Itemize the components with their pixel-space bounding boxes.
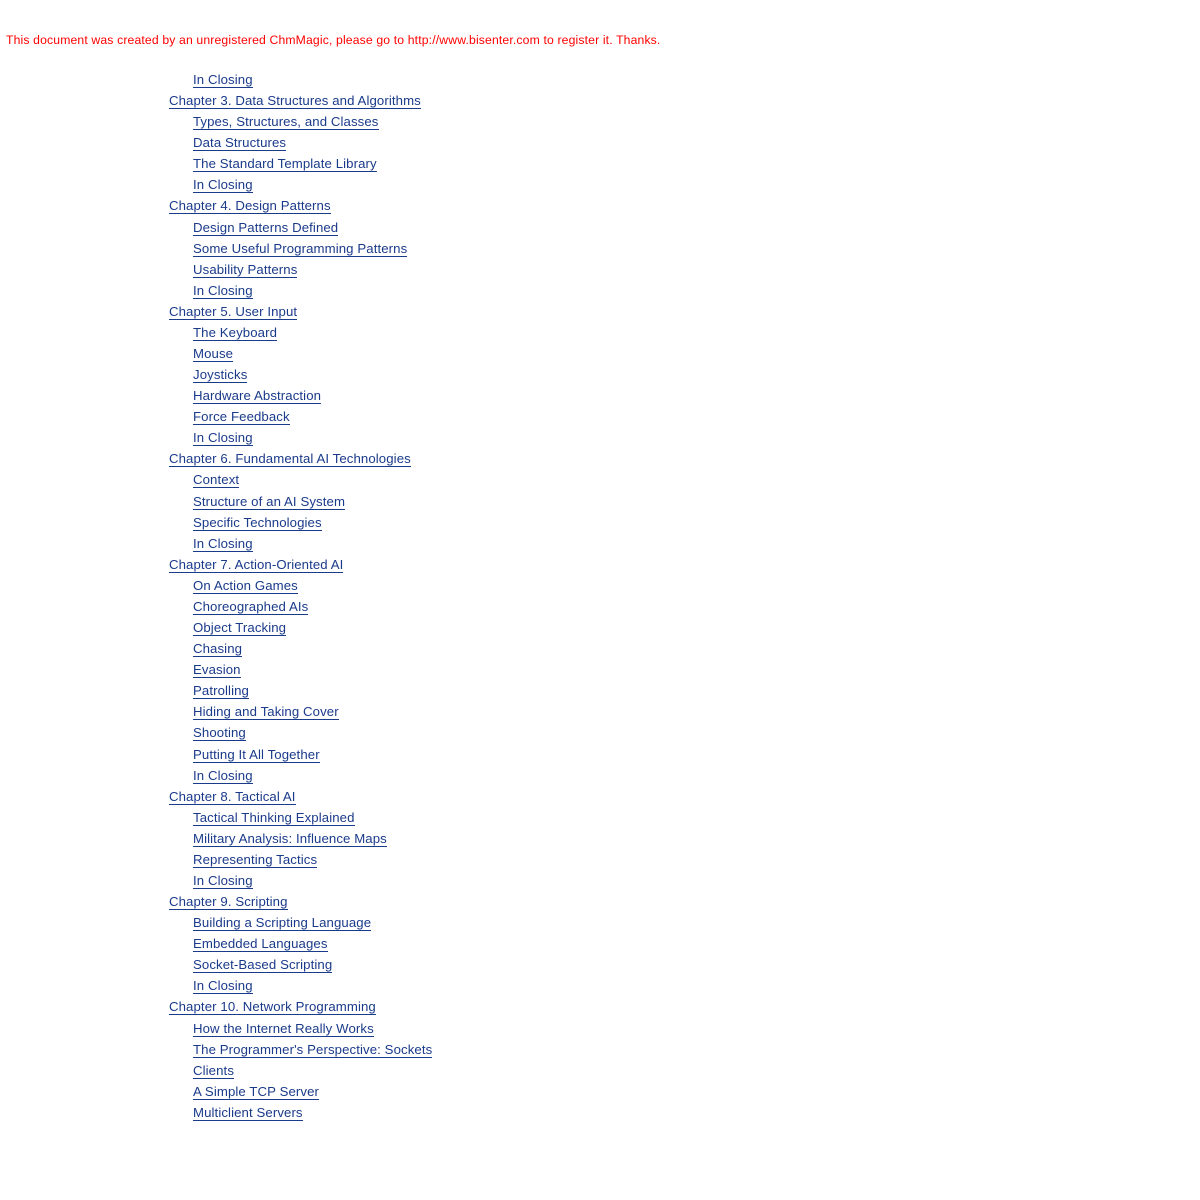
toc-section-link[interactable]: In Closing [193,282,253,298]
toc-section-item [169,577,432,598]
toc-section-item [169,219,432,240]
toc-section-link[interactable]: In Closing [193,177,253,193]
toc-section-item [169,429,432,450]
toc-section-item [169,514,432,535]
toc-section-link[interactable]: Hiding and Taking Cover [193,704,339,720]
toc-section-link[interactable]: Force Feedback [193,409,290,425]
toc-section-link[interactable]: In Closing [193,535,253,551]
toc-section-item [169,682,432,703]
toc-section-link[interactable]: How the Internet Really Works [193,1020,374,1036]
toc-section-item [169,851,432,872]
toc-section-item [169,493,432,514]
toc-chapter-item [169,92,432,113]
toc-section-link[interactable]: Multiclient Servers [193,1104,303,1120]
toc-chapter-link[interactable]: Chapter 8. Tactical AI [169,788,296,804]
toc-chapter-link[interactable]: Chapter 10. Network Programming [169,999,376,1015]
toc-section-item [169,1020,432,1041]
toc-chapter-link[interactable]: Chapter 7. Action-Oriented AI [169,556,344,572]
toc-section-link[interactable]: Choreographed AIs [193,598,309,614]
toc-section-link[interactable]: Object Tracking [193,620,287,636]
toc-chapter-link[interactable]: Chapter 4. Design Patterns [169,198,331,214]
toc-section-item [169,71,432,92]
toc-section-link[interactable]: Joysticks [193,367,248,383]
toc-section-item [169,324,432,345]
toc-section-link[interactable]: Structure of an AI System [193,493,346,509]
toc-section-link[interactable]: A Simple TCP Server [193,1083,320,1099]
toc-section-link[interactable]: Clients [193,1062,235,1078]
toc-section-item [169,809,432,830]
toc-section-link[interactable]: In Closing [193,72,253,87]
toc-section-link[interactable]: Socket-Based Scripting [193,957,333,973]
toc-section-link[interactable]: Building a Scripting Language [193,915,372,931]
toc-section-item [169,408,432,429]
toc-chapter-link[interactable]: Chapter 5. User Input [169,303,298,319]
toc-section-item [169,366,432,387]
toc-section-link[interactable]: Mouse [193,346,234,362]
toc-chapter-item [169,998,432,1019]
toc-section-link[interactable]: Hardware Abstraction [193,388,322,404]
toc-section-link[interactable]: In Closing [193,430,253,446]
toc-chapter-item [169,450,432,471]
toc-chapter-item [169,556,432,577]
toc-chapter-item [169,197,432,218]
toc-section-link[interactable]: Tactical Thinking Explained [193,809,355,825]
toc-chapter-item [169,303,432,324]
toc-section-link[interactable]: The Keyboard [193,324,278,340]
toc-chapter-link[interactable]: Chapter 9. Scripting [169,894,288,910]
toc-section-link[interactable]: Design Patterns Defined [193,219,339,235]
unregistered-banner: This document was created by an unregistered ChmMagic, please go to http://www.bisenter.com to register it. Thanks. [6,33,661,47]
toc-section-link[interactable]: Chasing [193,641,243,657]
toc-section-item [169,914,432,935]
toc-section-item [169,1104,432,1125]
toc-chapter-item [169,893,432,914]
toc-chapter-item [169,788,432,809]
toc-section-link[interactable]: The Programmer's Perspective: Sockets [193,1041,433,1057]
toc-section-item [169,977,432,998]
toc-section-link[interactable]: Some Useful Programming Patterns [193,240,408,256]
toc-section-item [169,661,432,682]
toc-section-item [169,830,432,851]
toc-section-link[interactable]: Data Structures [193,135,287,151]
toc-section-item [169,176,432,197]
toc-section-link[interactable]: In Closing [193,872,253,888]
toc-section-item [169,113,432,134]
toc-section-item [169,703,432,724]
toc-section-link[interactable]: Specific Technologies [193,514,322,530]
toc-section-item [169,345,432,366]
toc-section-link[interactable]: Representing Tactics [193,851,318,867]
toc-section-link[interactable]: In Closing [193,767,253,783]
toc-section-item [169,598,432,619]
toc-section-link[interactable]: Evasion [193,662,241,678]
toc-section-link[interactable]: The Standard Template Library [193,156,377,172]
toc-section-item [169,471,432,492]
toc-section-item [169,1041,432,1062]
toc-section-link[interactable]: Putting It All Together [193,746,320,762]
toc-section-link[interactable]: Context [193,472,240,488]
toc-section-link[interactable]: Military Analysis: Influence Maps [193,830,387,846]
toc-section-item [169,640,432,661]
toc-section-link[interactable]: Shooting [193,725,246,741]
toc-section-item [169,767,432,788]
toc-section-item [169,535,432,556]
toc-section-item [169,619,432,640]
toc-section-link[interactable]: Patrolling [193,683,249,699]
toc-chapter-link[interactable]: Chapter 6. Fundamental AI Technologies [169,451,411,467]
toc-section-link[interactable]: Usability Patterns [193,261,298,277]
toc-section-item [169,1083,432,1104]
toc-section-item [169,956,432,977]
toc-section-link[interactable]: On Action Games [193,577,298,593]
toc-section-link[interactable]: Types, Structures, and Classes [193,114,379,130]
toc-section-item [169,282,432,303]
toc-section-item [169,261,432,282]
table-of-contents [169,71,432,1125]
toc-section-link[interactable]: In Closing [193,978,253,994]
toc-section-item [169,746,432,767]
toc-section-link[interactable]: Embedded Languages [193,936,328,952]
toc-section-item [169,724,432,745]
toc-section-item [169,872,432,893]
toc-section-item [169,387,432,408]
toc-section-item [169,134,432,155]
toc-section-item [169,155,432,176]
toc-chapter-link[interactable]: Chapter 3. Data Structures and Algorithms [169,93,421,109]
toc-section-item [169,935,432,956]
toc-section-item [169,1062,432,1083]
toc-section-item [169,240,432,261]
